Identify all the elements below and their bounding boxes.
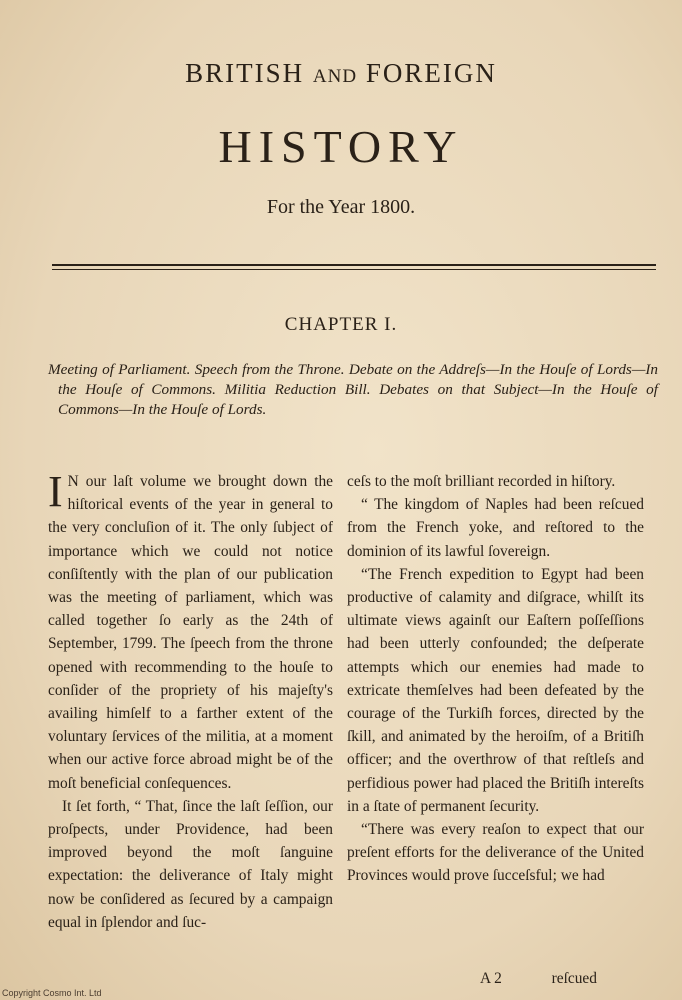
title-british: BRITISH (185, 58, 305, 88)
left-column (48, 467, 333, 934)
subtitle-year: For the Year 1800. (266, 196, 416, 218)
double-rule-bottom (52, 269, 656, 270)
copyright-watermark: Copyright Cosmo Int. Ltd (2, 988, 102, 998)
signature-mark: A 2 (480, 970, 502, 987)
chapter-synopsis: Meeting of Parliament. Speech from the Throne. Debate on the Addreſs—In the Houſe of Lords—In the Houſe of Commons. Militia Reduction Bill. Debates on that Subject—In the Houſe of Commons—In the Houſe of Lords. (48, 361, 658, 418)
title-foreign: FOREIGN (365, 58, 497, 88)
title-history: HISTORY (218, 121, 464, 172)
right-paragraph-1: ceſs to the moſt brilliant recorded in hiſtory. (347, 473, 616, 490)
right-paragraph-4: “There was every reaſon to expect that our preſent efforts for the deliverance of the United Provinces would prove ſucceſsful; we had (347, 821, 644, 885)
right-column (347, 470, 644, 888)
catchword: reſcued (551, 970, 597, 987)
left-paragraph-2: It ſet forth, “ That, ſince the laſt ſeſſion, our proſpects, under Providence, had been improved beyond the moſt ſanguine expectation: the deliverance of Italy might now be conſidered as ſecured by a campaign equal in ſplendor and ſuc- (48, 797, 333, 931)
title-line-1 (0, 58, 682, 89)
drop-cap: I (48, 467, 63, 516)
right-paragraph-3: “The French expedition to Egypt had been productive of calamity and diſgrace, whilſt its ultimate views againſt our Eaſtern poſſeſſions had been utterly confounded; the deſperate attempts which our enemies had made to extricate themſelves had been defeated by the courage of the Turkiſh forces, directed by the ſkill, and animated by the heroiſm, of a Britiſh officer; and the overthrow of that reſtleſs and perfidious power had placed the Britiſh intereſts in a ſtate of permanent ſecurity. (347, 565, 644, 815)
page-footer (480, 970, 597, 988)
chapter-heading: CHAPTER I. (284, 314, 398, 335)
double-rule-top (52, 264, 656, 266)
right-paragraph-2: “ The kingdom of Naples had been reſcued from the French yoke, and reſtored to the dominion of its lawful ſovereign. (347, 496, 644, 560)
left-paragraph-1-text: N our laſt volume we brought down the hiſtorical events of the year in general to the very concluſion of it. The only ſubject of importance which we could not notice conſiſtently with the plan of our publication was the meeting of parliament, which was called together ſo early as the 24th of September, 1799. The ſpeech from the throne opened with recommending to the houſe to conſider of the propriety of his majeſty's availing himſelf to a farther extent of the voluntary ſervices of the militia, at a moment when our active force abroad might be of the moſt beneficial conſequences. (48, 473, 333, 792)
left-paragraph-1 (48, 467, 333, 795)
title-and: AND (312, 66, 358, 87)
